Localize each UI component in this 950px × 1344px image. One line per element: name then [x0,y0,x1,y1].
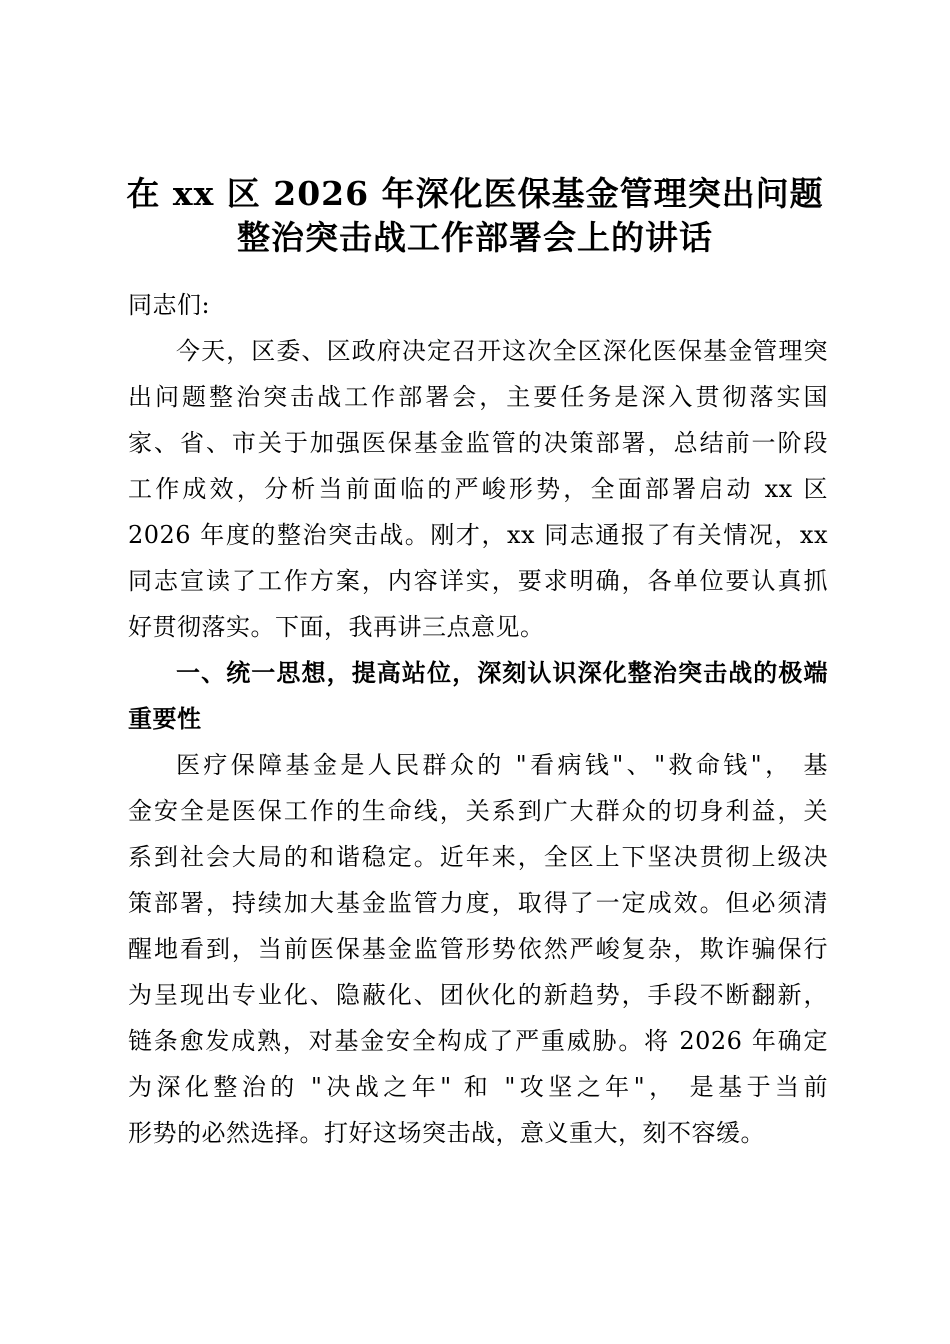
paragraph-2 [128,742,828,1156]
paragraph-line: 同志宣读了工作方案，内容详实，要求明确，各单位要认真抓 [128,567,828,595]
paragraph-line: 醒地看到，当前医保基金监管形势依然严峻复杂，欺诈骗保行 [128,935,828,963]
paragraph-line: 工作成效，分析当前面临的严峻形势，全面部署启动 xx 区 [128,475,828,503]
paragraph-line: 系到社会大局的和谐稳定。近年来，全区上下坚决贯彻上级决 [128,843,828,871]
document-title-line-2: 整治突击战工作部署会上的讲话 [237,218,713,257]
paragraph-line: 医疗保障基金是人民群众的 "看病钱"、"救命钱"， 基 [176,751,828,779]
paragraph-line: 为呈现出专业化、隐蔽化、团伙化的新趋势，手段不断翻新， [128,981,828,1009]
paragraph-line: 好贯彻落实。下面，我再讲三点意见。 [128,613,545,641]
document-body [128,282,828,1156]
paragraph-line: 家、省、市关于加强医保基金监管的决策部署，总结前一阶段 [128,429,828,457]
paragraph-line: 金安全是医保工作的生命线，关系到广大群众的切身利益，关 [128,797,828,825]
paragraph-line: 今天，区委、区政府决定召开这次全区深化医保基金管理突 [176,337,828,365]
paragraph-line: 为深化整治的 "决战之年" 和 "攻坚之年"， 是基于当前 [128,1073,828,1101]
section-heading-1 [128,650,828,742]
document-title-line-1: 在 xx 区 2026 年深化医保基金管理突出问题 [126,174,824,213]
heading-line: 一、统一思想，提高站位，深刻认识深化整治突击战的极端 [176,658,828,687]
paragraph-line: 形势的必然选择。打好这场突击战，意义重大，刻不容缓。 [128,1119,765,1147]
paragraph-line: 策部署，持续加大基金监管力度，取得了一定成效。但必须清 [128,889,828,917]
paragraph-line: 链条愈发成熟，对基金安全构成了严重威胁。将 2026 年确定 [128,1027,828,1055]
paragraph-1 [128,328,828,650]
heading-line: 重要性 [128,704,202,733]
salutation: 同志们: [128,291,211,319]
paragraph-line: 2026 年度的整治突击战。刚才，xx 同志通报了有关情况，xx [128,521,828,549]
paragraph-line: 出问题整治突击战工作部署会，主要任务是深入贯彻落实国 [128,383,828,411]
